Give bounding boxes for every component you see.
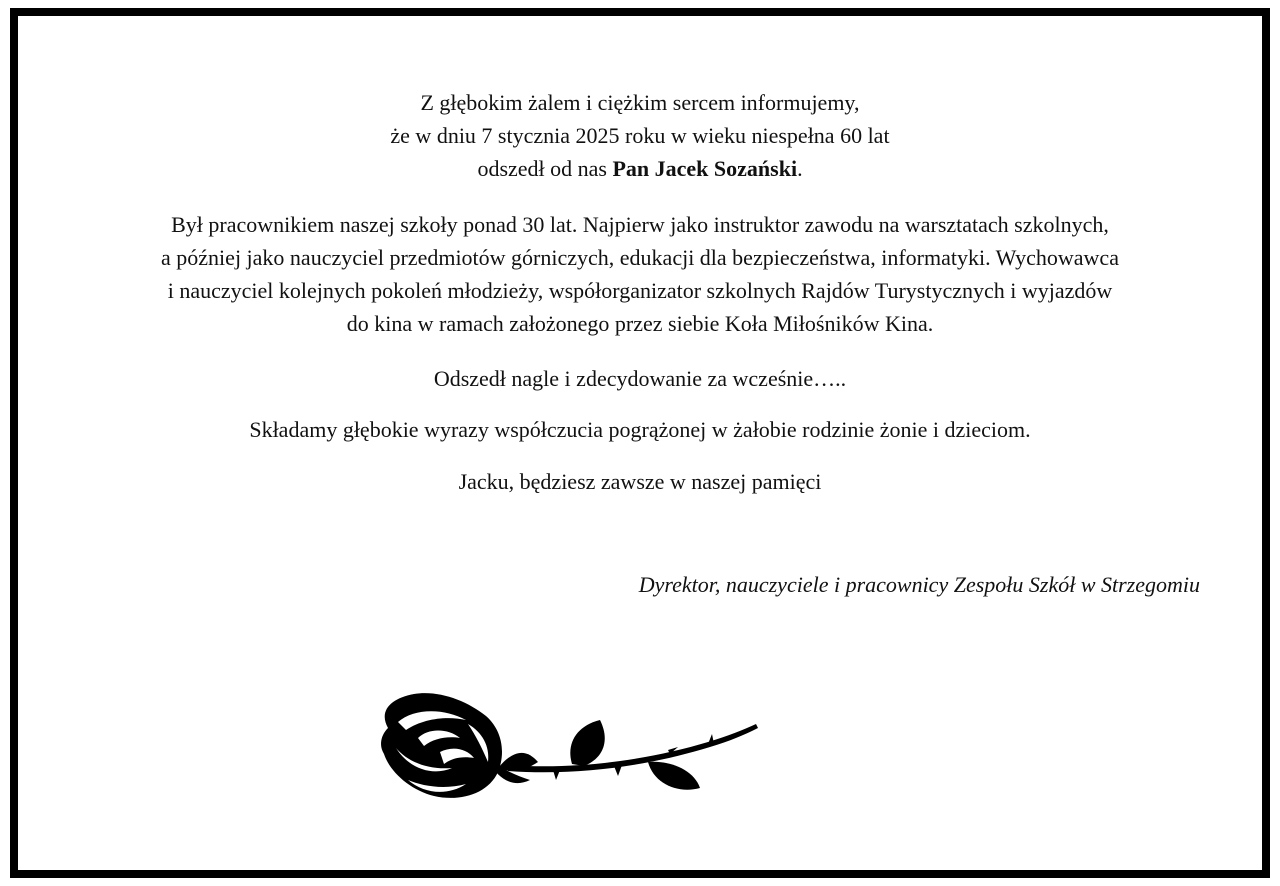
- career-line-2: a później jako nauczyciel przedmiotów górniczych, edukacji dla bezpieczeństwa, informatyki. Wychowawca: [161, 245, 1119, 270]
- sudden-departure-text: Odszedł nagle i zdecydowanie za wcześnie…..: [433, 366, 847, 391]
- intro-line-1: Z głębokim żalem i ciężkim sercem informujemy,: [420, 90, 860, 115]
- intro-line-3-prefix: odszedł od nas: [477, 156, 613, 181]
- intro-line-3: [18, 152, 1262, 185]
- intro-paragraph: [18, 86, 1262, 185]
- intro-line-2: że w dniu 7 stycznia 2025 roku w wieku niespełna 60 lat: [390, 123, 890, 148]
- condolences-text: Składamy głębokie wyrazy współczucia pogrążonej w żałobie rodzinie żonie i dzieciom.: [249, 417, 1031, 442]
- intro-line-3-suffix: .: [797, 156, 803, 181]
- career-line-1: Był pracownikiem naszej szkoły ponad 30 lat. Najpierw jako instruktor zawodu na warsztatach szkolnych,: [171, 212, 1109, 237]
- career-line-3: i nauczyciel kolejnych pokoleń młodzieży, współorganizator szkolnych Rajdów Turystycznych i wyjazdów: [167, 278, 1113, 303]
- obituary-card: [10, 8, 1270, 878]
- career-line-4: do kina w ramach założonego przez siebie Koła Miłośników Kina.: [346, 311, 934, 336]
- rose-icon: [348, 620, 768, 850]
- signature: Dyrektor, nauczyciele i pracownicy Zespołu Szkół w Strzegomiu: [638, 572, 1200, 597]
- deceased-name: Pan Jacek Sozański: [612, 156, 798, 181]
- memory-text: Jacku, będziesz zawsze w naszej pamięci: [458, 469, 822, 494]
- career-paragraph: [18, 208, 1262, 340]
